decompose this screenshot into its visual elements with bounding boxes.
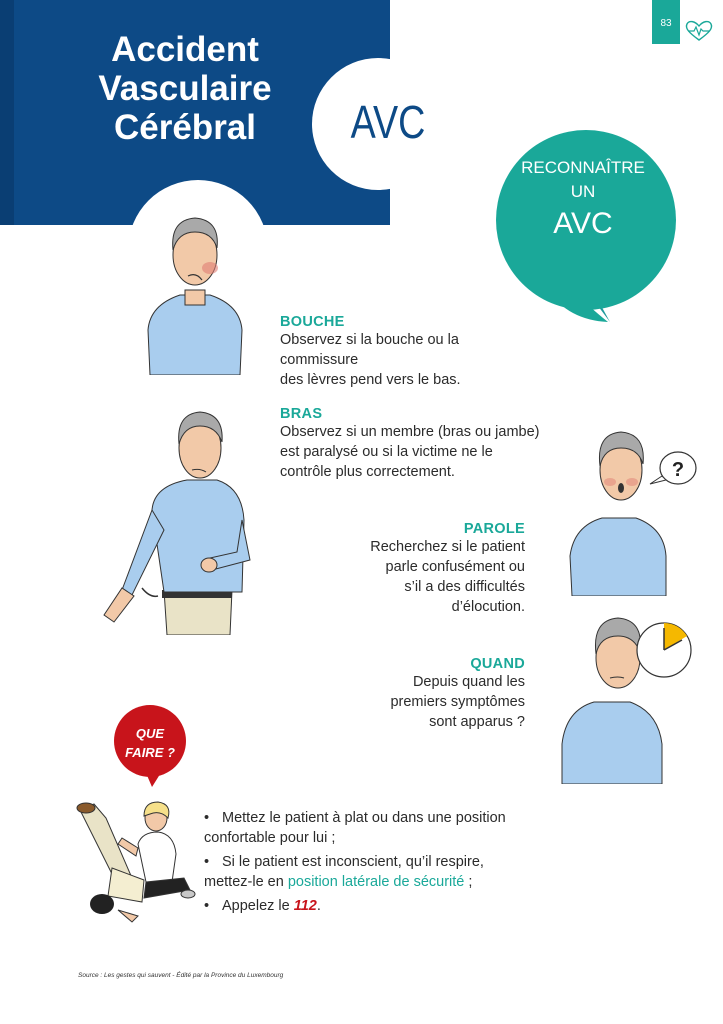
man-speech-difficulty-illustration [566, 426, 706, 596]
section-line: des lèvres pend vers le bas. [280, 372, 461, 388]
list-item-text: Si le patient est inconscient, qu’il respire, mettez-le en [204, 854, 484, 890]
que-faire-label [114, 724, 186, 762]
bubble-line-large: AVC [553, 207, 613, 240]
title-line: Cérébral [113, 108, 257, 147]
title-line: Accident [111, 30, 259, 69]
section-title: QUAND [470, 656, 525, 672]
heart-pulse-icon [684, 20, 714, 42]
section-body [300, 537, 525, 617]
section-body [300, 672, 525, 732]
bubble-line: RECONNAÎTRE [521, 158, 645, 177]
section-bouche [280, 314, 540, 390]
bubble-line: UN [570, 182, 596, 201]
bullet-dot: • [204, 854, 210, 870]
list-item-text: Appelez le [222, 898, 294, 914]
section-line: Recherchez si le patient [370, 539, 525, 555]
list-item [204, 896, 524, 916]
recovery-position-link[interactable]: position latérale de sécurité [287, 874, 465, 890]
page-number: 83 [660, 18, 672, 29]
bullet-dot: • [204, 898, 210, 914]
section-line: sont apparus ? [429, 714, 525, 730]
page-title [40, 30, 330, 147]
section-title: BOUCHE [280, 314, 345, 330]
section-line: contrôle plus correctement. [280, 464, 455, 480]
title-banner-edge [0, 0, 14, 225]
list-item-text: Mettez le patient à plat ou dans une position confortable pour lui ; [204, 810, 506, 846]
acronym-label: AVC [350, 96, 426, 148]
section-title: BRAS [280, 406, 323, 422]
list-item-text: ; [464, 874, 473, 890]
section-line: est paralysé ou si la victime ne le [280, 444, 493, 460]
section-body [280, 330, 540, 390]
section-line: parle confusément ou [385, 559, 525, 575]
section-quand [300, 656, 525, 732]
source-credit: Source : Les gestes qui sauvent - Édité par la Province du Luxembourg [78, 972, 284, 979]
list-item-text: . [316, 898, 321, 914]
section-line: Observez si la bouche ou la commissure [280, 332, 459, 368]
man-with-clock-illustration [558, 614, 708, 784]
man-drooping-mouth-illustration [140, 210, 250, 375]
section-title: PAROLE [463, 521, 525, 537]
emergency-number: 112 [293, 898, 317, 914]
section-line: Observez si un membre (bras ou jambe) [280, 424, 540, 440]
section-parole [300, 521, 525, 617]
section-bras [280, 406, 540, 482]
que-faire-list [204, 808, 524, 920]
list-item [204, 808, 524, 848]
que-faire-line: QUE [135, 726, 165, 741]
bullet-dot: • [204, 810, 210, 826]
section-line: s’il a des difficultés [404, 579, 525, 595]
speech-bubble-text [508, 156, 658, 244]
section-line: Depuis quand les [412, 674, 525, 690]
section-line: d’élocution. [451, 599, 525, 615]
question-mark: ? [671, 459, 685, 481]
section-body [280, 422, 540, 482]
section-line: premiers symptômes [390, 694, 525, 710]
title-line: Vasculaire [98, 69, 272, 108]
recovery-position-illustration [72, 798, 197, 930]
list-item [204, 852, 524, 892]
que-faire-line: FAIRE ? [125, 745, 175, 760]
man-lowered-arm-illustration [92, 410, 262, 635]
page-number-tab [652, 0, 680, 44]
